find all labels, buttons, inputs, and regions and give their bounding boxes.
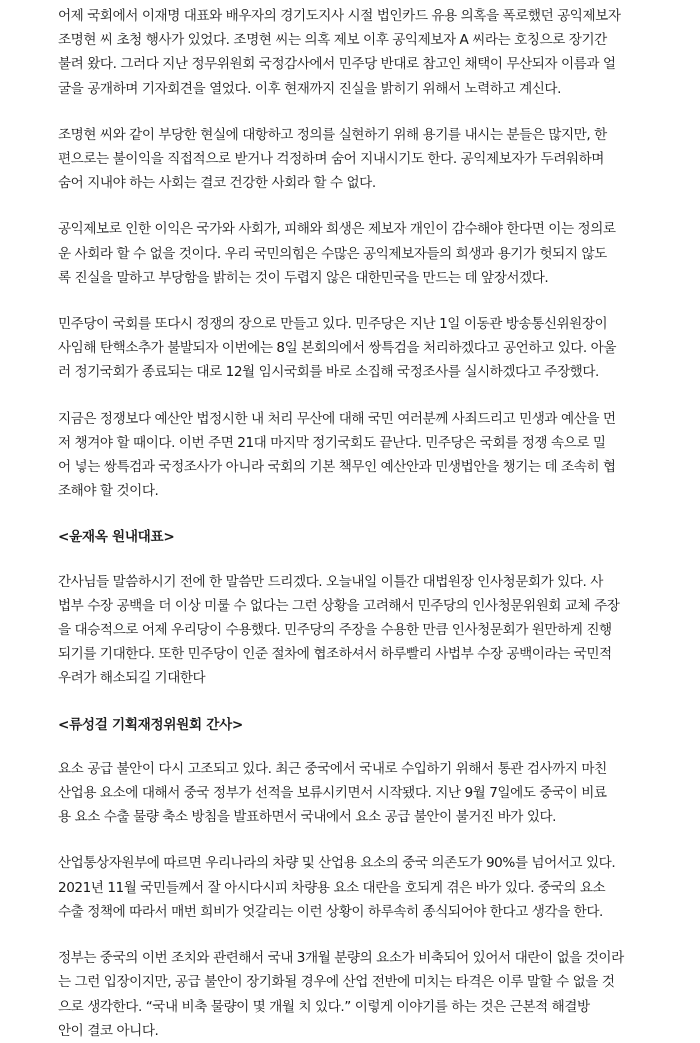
- paragraph: 산업통상자원부에 따르면 우리나라의 차량 및 산업용 요소의 중국 의존도가 90%를 넘어서고 있다. 2021년 11월 국민들께서 잘 아시다시피 차량용 요소 대란을 호되게 겪은 바가 있다. 중국의 요소 수출 정책에 따라서 매번 희비가 엇갈리는 이런 상황이 하루속히 종식되어야 한다고 생각을 한다.: [58, 855, 616, 920]
- section-heading-floor-leader: <윤재옥 원내대표>: [58, 529, 175, 546]
- section-heading-finance-committee: <류성걸 기획재정위원회 간사>: [58, 716, 244, 733]
- paragraph: 공익제보로 인한 이익은 국가와 사회가, 피해와 희생은 제보자 개인이 감수해야 한다면 이는 정의로 운 사회라 할 수 없을 것이다. 우리 국민의힘은 수많은 공익제보자들의 희생과 용기가 헛되지 않도 록 진실을 말하고 부당함을 밝히는 것이 두렵지 않은 대한민국을 만드는 데 앞장서겠다.: [58, 221, 616, 286]
- paragraph: 민주당이 국회를 또다시 정쟁의 장으로 만들고 있다. 민주당은 지난 1일 이동관 방송통신위원장이 사임해 탄핵소추가 불발되자 이번에는 8일 본회의에서 쌍특검을 처리하겠다고 공언하고 있다. 아울 러 정기국회가 종료되는 대로 12월 임시국회를 바로 소집해 국정조사를 실시하겠다고 주장했다.: [58, 316, 617, 381]
- paragraph: 요소 공급 불안이 다시 고조되고 있다. 최근 중국에서 국내로 수입하기 위해서 통관 검사까지 마친 산업용 요소에 대해서 중국 정부가 선적을 보류시키면서 시작됐다. 지난 9월 7일에도 중국이 비료 용 요소 수출 물량 축소 방침을 발표하면서 국내에서 요소 공급 불안이 불거진 바가 있다.: [58, 760, 607, 826]
- paragraph: 조명현 씨와 같이 부당한 현실에 대항하고 정의를 실현하기 위해 용기를 내시는 분들은 많지만, 한 편으로는 불이익을 직접적으로 받거나 걱정하며 숨어 지내시기도 한다. 공익제보자가 두려워하며 숨어 지내야 하는 사회는 결코 건강한 사회라 할 수 없다.: [58, 126, 607, 192]
- paragraph: 지금은 정쟁보다 예산안 법정시한 내 처리 무산에 대해 국민 여러분께 사죄드리고 민생과 예산을 먼 저 챙겨야 할 때이다. 이번 주면 21대 마지막 정기국회도 끝난다. 민주당은 국회를 정쟁 속으로 밀 어 넣는 쌍특검과 국정조사가 아니라 국회의 기본 책무인 예산안과 민생법안을 챙기는 데 조속히 협 조해야 할 것이다.: [58, 410, 616, 500]
- paragraph: 어제 국회에서 이재명 대표와 배우자의 경기도지사 시절 법인카드 유용 의혹을 폭로했던 공익제보자 조명현 씨 초청 행사가 있었다. 조명현 씨는 의혹 제보 이후 공익제보자 A 씨라는 호칭으로 장기간 불려 왔다. 그러다 지난 정무위원회 국정감사에서 민주당 반대로 참고인 채택이 무산되자 이름과 얼 굴을 공개하며 기자회견을 열었다. 이후 현재까지 진실을 밝히기 위해서 노력하고 계신다.: [58, 8, 621, 97]
- paragraph: 정부는 중국의 이번 조치와 관련해서 국내 3개월 분량의 요소가 비축되어 있어서 대란이 없을 것이라 는 그런 입장이지만, 공급 불안이 장기화될 경우에 산업 전반에 미치는 타격은 이루 말할 수 없을 것 으로 생각한다. “국내 비축 물량이 몇 개월 치 있다.” 이렇게 이야기를 하는 것은 근본적 해결방 안이 결코 아니다.: [58, 950, 624, 1039]
- paragraph: 간사님들 말씀하시기 전에 한 말씀만 드리겠다. 오늘내일 이틀간 대법원장 인사청문회가 있다. 사 법부 수장 공백을 더 이상 미룰 수 없다는 그런 상황을 고려해서 민주당의 인사청문위원회 교체 주장 을 대승적으로 어제 우리당이 수용했다. 민주당의 주장을 수용한 만큼 인사청문회가 원만하게 진행 되기를 기대한다. 또한 민주당이 인준 절차에 협조하셔서 하루빨리 사법부 수장 공백이라는 국민적 우려가 해소되길 기대한다: [58, 573, 620, 687]
